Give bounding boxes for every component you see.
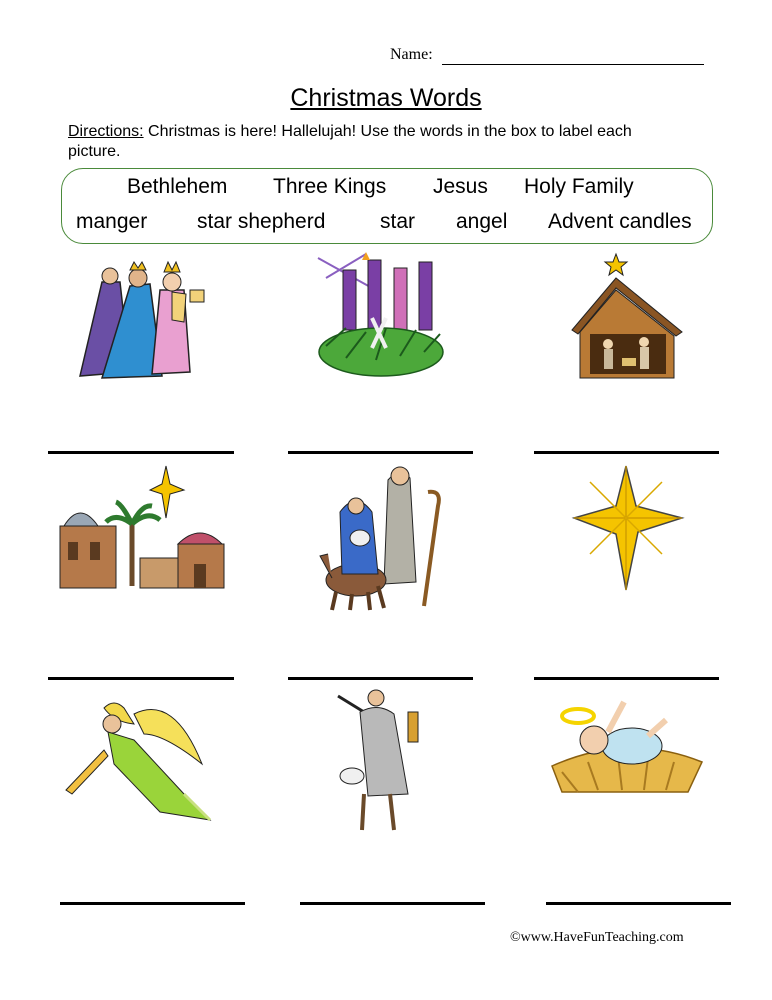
answer-line[interactable] (534, 677, 719, 680)
answer-line[interactable] (300, 902, 485, 905)
answer-line[interactable] (48, 677, 234, 680)
angel-icon (64, 694, 214, 824)
star-icon (570, 462, 686, 594)
answer-line[interactable] (288, 451, 473, 454)
word-bank-item: Holy Family (524, 175, 634, 198)
directions-text: Christmas is here! Hallelujah! Use the words in the box to label each picture. (68, 123, 632, 160)
answer-line[interactable] (48, 451, 234, 454)
word-bank-item: Jesus (433, 175, 488, 198)
word-bank-item: angel (456, 210, 508, 233)
shepherd-icon (334, 684, 436, 832)
answer-line[interactable] (546, 902, 731, 905)
answer-line[interactable] (288, 677, 473, 680)
word-bank-item: Bethlehem (127, 175, 228, 198)
answer-line[interactable] (534, 451, 719, 454)
manger-stable-icon (568, 250, 686, 380)
word-bank-item: star shepherd (197, 210, 326, 233)
name-label: Name: (390, 46, 433, 63)
word-bank-item: star (380, 210, 416, 233)
baby-jesus-icon (548, 692, 706, 794)
bethlehem-town-icon (56, 462, 228, 592)
advent-candles-icon (316, 248, 446, 378)
word-bank-item: manger (76, 210, 148, 233)
holy-family-icon (312, 462, 452, 612)
word-bank-item: Advent candles (548, 210, 692, 233)
directions-label: Directions: (68, 123, 144, 140)
directions (68, 122, 688, 162)
three-kings-icon (72, 252, 212, 380)
copyright-footer: ©www.HaveFunTeaching.com (510, 930, 684, 945)
name-line[interactable] (442, 64, 704, 65)
word-bank-item: Three Kings (273, 175, 387, 198)
answer-line[interactable] (60, 902, 245, 905)
worksheet-title: Christmas Words (290, 84, 482, 112)
